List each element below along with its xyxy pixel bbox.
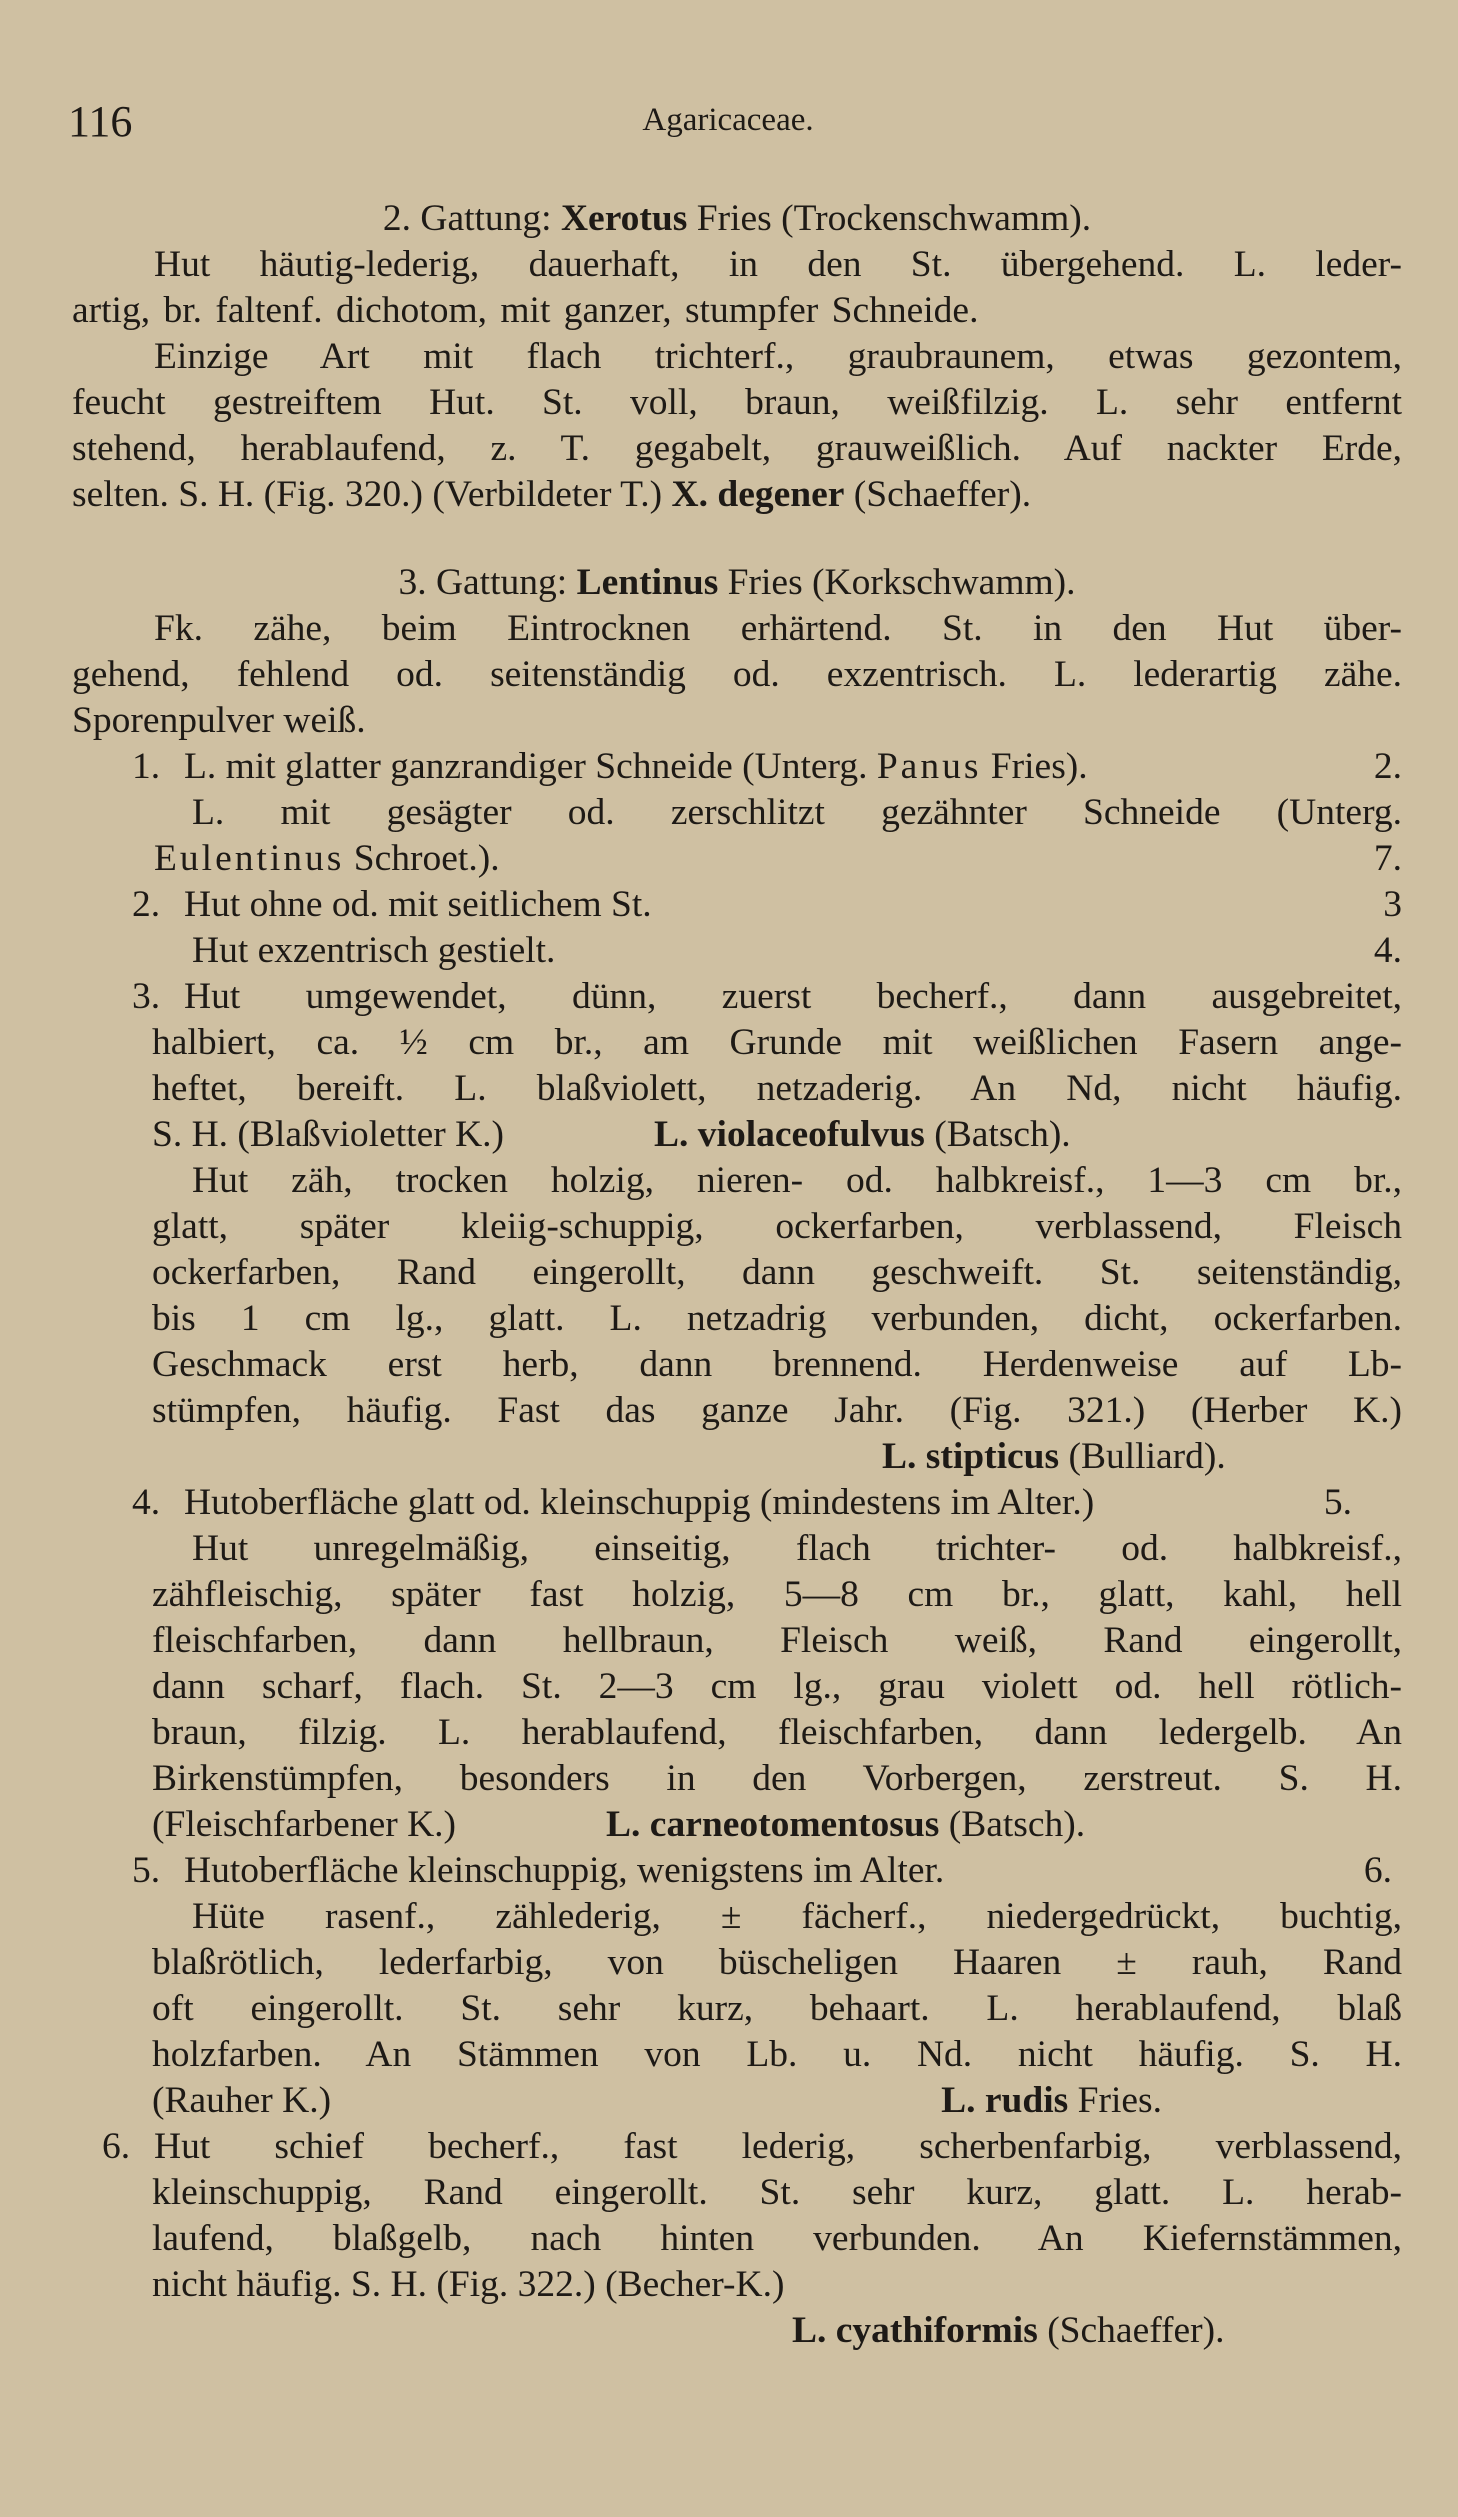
- paragraph-line: zähfleischig, später fast holzig, 5—8 cm br., glatt, kahl, hell: [152, 1574, 1402, 1615]
- page-number: 116: [68, 97, 133, 146]
- paragraph-line: blaßrötlich, lederfarbig, von büscheligen Haaren ± rauh, Rand: [152, 1942, 1402, 1983]
- key-entry-1a: 1. L. mit glatter ganzrandiger Schneide (Unterg. Panus Fries). 2.: [72, 744, 1402, 790]
- paragraph-line: oft eingerollt. St. sehr kurz, behaart. L. herablaufend, blaß: [152, 1988, 1402, 2029]
- paragraph-line: heftet, bereift. L. blaßviolett, netzaderig. An Nd, nicht häufig.: [152, 1068, 1402, 1109]
- key-ref: 7.: [1373, 838, 1402, 879]
- paragraph-line: L. stipticus (Bulliard).: [882, 1436, 1226, 1477]
- running-title: Agaricaceae.: [642, 102, 814, 138]
- paragraph-line: dann scharf, flach. St. 2—3 cm lg., grau violett od. hell rötlich-: [152, 1666, 1402, 1707]
- key-entry-2b: Hut exzentrisch gestielt. 4.: [72, 928, 1402, 974]
- paragraph-line: kleinschuppig, Rand eingerollt. St. sehr kurz, glatt. L. herab-: [152, 2172, 1402, 2213]
- paragraph-line: glatt, später kleiig-schuppig, ockerfarben, verblassend, Fleisch: [152, 1206, 1402, 1247]
- key-entry-4b: Hut unregelmäßig, einseitig, flach trichter- od. halbkreisf.,: [192, 1528, 1402, 1569]
- paragraph-line: selten. S. H. (Fig. 320.) (Verbildeter T.) X. degener (Schaeffer).: [72, 474, 1032, 515]
- paragraph-line: halbiert, ca. ½ cm br., am Grunde mit weißlichen Fasern ange-: [152, 1022, 1402, 1063]
- key-ref: 5.: [1323, 1482, 1352, 1523]
- species-name: L. violaceofulvus: [654, 1114, 925, 1155]
- key-ref: 6.: [1363, 1850, 1392, 1891]
- paragraph-line: gehend, fehlend od. seitenständig od. exzentrisch. L. lederartig zähe.: [72, 654, 1402, 695]
- key-entry-5b: Hüte rasenf., zählederig, ± fächerf., niedergedrückt, buchtig,: [192, 1896, 1402, 1937]
- species-name: L. rudis: [941, 2080, 1069, 2121]
- section-heading-lentinus: 3. Gattung: Lentinus Fries (Korkschwamm).: [398, 562, 1076, 603]
- key-entry-6: 6. Hut schief becherf., fast lederig, scherbenfarbig, verblassend,: [102, 2126, 1402, 2167]
- species-name: L. cyathiformis: [792, 2310, 1038, 2351]
- species-name: X. degener: [671, 474, 845, 515]
- paragraph-line: braun, filzig. L. herablaufend, fleischfarben, dann ledergelb. An: [152, 1712, 1402, 1753]
- key-entry-3b: Hut zäh, trocken holzig, nieren- od. halbkreisf., 1—3 cm br.,: [192, 1160, 1402, 1201]
- paragraph-line: (Rauher K.) L. rudis Fries.: [152, 2080, 1162, 2121]
- page-header: [68, 96, 1388, 152]
- paragraph-line: Hut häutig-lederig, dauerhaft, in den St. übergehend. L. leder-: [154, 244, 1402, 285]
- paragraph-line: holzfarben. An Stämmen von Lb. u. Nd. nicht häufig. S. H.: [152, 2034, 1402, 2075]
- key-entry-4a: 4. Hutoberfläche glatt od. kleinschuppig (mindestens im Alter.) 5.: [72, 1480, 1402, 1526]
- key-ref: 4.: [1373, 930, 1402, 971]
- paragraph-line: ockerfarben, Rand eingerollt, dann geschweift. St. seitenständig,: [152, 1252, 1402, 1293]
- paragraph-line: Geschmack erst herb, dann brennend. Herdenweise auf Lb-: [152, 1344, 1402, 1385]
- paragraph-line: nicht häufig. S. H. (Fig. 322.) (Becher-K.): [152, 2264, 785, 2305]
- key-entry-3a: 3. Hut umgewendet, dünn, zuerst becherf., dann ausgebreitet,: [132, 976, 1402, 1017]
- paragraph-line: Birkenstümpfen, besonders in den Vorbergen, zerstreut. S. H.: [152, 1758, 1402, 1799]
- text-column: [72, 196, 1402, 2354]
- paragraph-line: artig, br. faltenf. dichotom, mit ganzer, stumpfer Schneide.: [72, 290, 979, 331]
- species-name: L. carneotomentosus: [606, 1804, 940, 1845]
- key-entry-1b: L. mit gesägter od. zerschlitzt gezähnter Schneide (Unterg.: [192, 792, 1402, 833]
- paragraph-line: Fk. zähe, beim Eintrocknen erhärtend. St. in den Hut über-: [154, 608, 1402, 649]
- section-heading-xerotus: 2. Gattung: Xerotus Fries (Trockenschwamm).: [382, 198, 1092, 239]
- paragraph-line: stümpfen, häufig. Fast das ganze Jahr. (Fig. 321.) (Herber K.): [152, 1390, 1402, 1431]
- paragraph-line: laufend, blaßgelb, nach hinten verbunden. An Kiefernstämmen,: [152, 2218, 1402, 2259]
- key-entry-1b-cont: Eulentinus Schroet.). 7.: [72, 836, 1402, 882]
- paragraph-line: feucht gestreiftem Hut. St. voll, braun, weißfilzig. L. sehr entfernt: [72, 382, 1402, 423]
- paragraph-line: stehend, herablaufend, z. T. gegabelt, grauweißlich. Auf nackter Erde,: [72, 428, 1402, 469]
- paragraph-line: fleischfarben, dann hellbraun, Fleisch weiß, Rand eingerollt,: [152, 1620, 1402, 1661]
- paragraph-line: L. cyathiformis (Schaeffer).: [792, 2310, 1225, 2351]
- species-name: L. stipticus: [882, 1436, 1060, 1477]
- key-ref: 2.: [1373, 746, 1402, 787]
- paragraph-line: Sporenpulver weiß.: [72, 700, 366, 741]
- paragraph-line: (Fleischfarbener K.) L. carneotomentosus (Batsch).: [152, 1804, 1086, 1845]
- key-entry-2a: 2. Hut ohne od. mit seitlichem St. 3: [72, 882, 1402, 928]
- paragraph-line: bis 1 cm lg., glatt. L. netzadrig verbunden, dicht, ockerfarben.: [152, 1298, 1402, 1339]
- key-ref: 3: [1383, 884, 1402, 925]
- paragraph-line: S. H. (Blaßvioletter K.) L. violaceofulvus (Batsch).: [152, 1114, 1071, 1155]
- paragraph-line: Einzige Art mit flach trichterf., graubraunem, etwas gezontem,: [154, 336, 1402, 377]
- key-entry-5a: 5. Hutoberfläche kleinschuppig, wenigstens im Alter. 6.: [72, 1848, 1402, 1894]
